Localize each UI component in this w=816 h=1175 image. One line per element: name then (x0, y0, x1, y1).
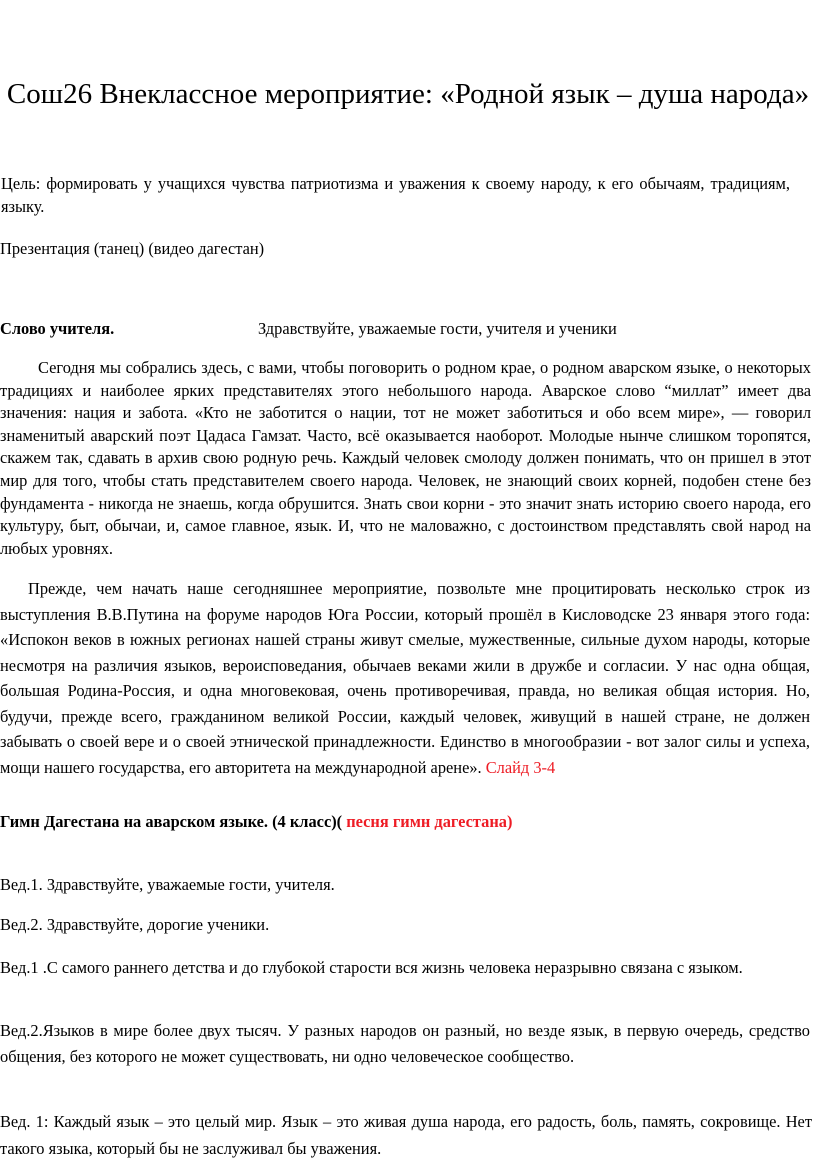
intro-paragraph: Сегодня мы собрались здесь, с вами, чтобы поговорить о родном крае, о родном аварском языке, о некоторых традициях и наиболее ярких представителях этого небольшого народа. Аварское слово “миллат” имеет два значения: нация и забота. «Кто не заботится о нации, тот не может заботиться и обо всем мире», — говорил знаменитый аварский поэт Цадаса Гамзат. Часто, всё оказывается наоборот. Молодые нынче слишком торопятся, скажем так, сдавать в архив свою родную речь. Каждый человек смолоду должен понимать, что он пришел в этот мир для того, чтобы стать представителем своего народа. Человек, не знающий своих корней, подобен стене без фундамента - никогда не знаешь, когда обрушится. Знать свои корни - это значит знать историю своего народа, его культуру, быт, обычаи, и, самое главное, язык. И, что не маловажно, с достоинством представлять свой народ на любых уровнях. (0, 358, 811, 558)
ved-line: Вед.1 .С самого раннего детства и до глубокой старости вся жизнь человека неразрывно связана с языком. (0, 958, 743, 977)
teacher-word-label: Слово учителя. (0, 319, 115, 338)
ved-line: Вед.1. Здравствуйте, уважаемые гости, учителя. (0, 875, 335, 894)
ved-line: Вед. 1: Каждый язык – это целый мир. Язык – это живая душа народа, его радость, боль, память, сокровище. Нет такого языка, который бы не заслуживал бы уважения. (0, 1112, 812, 1158)
teacher-word-heading (0, 318, 816, 341)
presentation-note: Презентация (танец) (видео дагестан) (0, 239, 265, 258)
hymn-heading (0, 811, 816, 834)
teacher-greeting: Здравствуйте, уважаемые гости, учителя и ученики (258, 319, 617, 338)
hymn-song-note: песня гимн дагестана) (342, 812, 513, 831)
ved-line: Вед.2. Здравствуйте, дорогие ученики. (0, 915, 270, 934)
putin-quote-text: Прежде, чем начать наше сегодняшнее мероприятие, позвольте мне процитировать несколько строк из выступления В.В.Путина на форуме народов Юга России, который прошёл в Кисловодске 23 января этого года: «Испокон веков в южных регионах нашей страны живут смелые, мужественные, сильные духом народы, которые несмотря на различия языков, вероисповедания, обычаев веками жили в дружбе и согласии. У нас одна общая, большая Родина-Россия, и одна многовековая, очень противоречивая, правда, но великая общая история. Но, будучи, прежде всего, гражданином великой России, каждый человек, живущий в нашей стране, не должен забывать о своей вере и о своей этнической принадлежности. Единство в многообразии - вот залог силы и успеха, мощи нашего государства, его авторитета на международной арене». (0, 579, 810, 777)
putin-quote-paragraph (0, 576, 816, 780)
ved-line: Вед.2.Языков в мире более двух тысяч. У разных народов он разный, но везде язык, в первую очередь, средство общения, без которого не может существовать, ни одно человеческое сообщество. (0, 1021, 810, 1066)
slide-reference: Слайд 3-4 (485, 757, 556, 777)
hymn-text: Гимн Дагестана на аварском языке. (4 класс)( (0, 812, 343, 831)
page-title: Сош26 Внеклассное мероприятие: «Родной язык – душа народа» (6, 78, 810, 110)
goal-text: Цель: формировать у учащихся чувства патриотизма и уважения к своему народу, к его обычаям, традициям, языку. (1, 174, 790, 216)
